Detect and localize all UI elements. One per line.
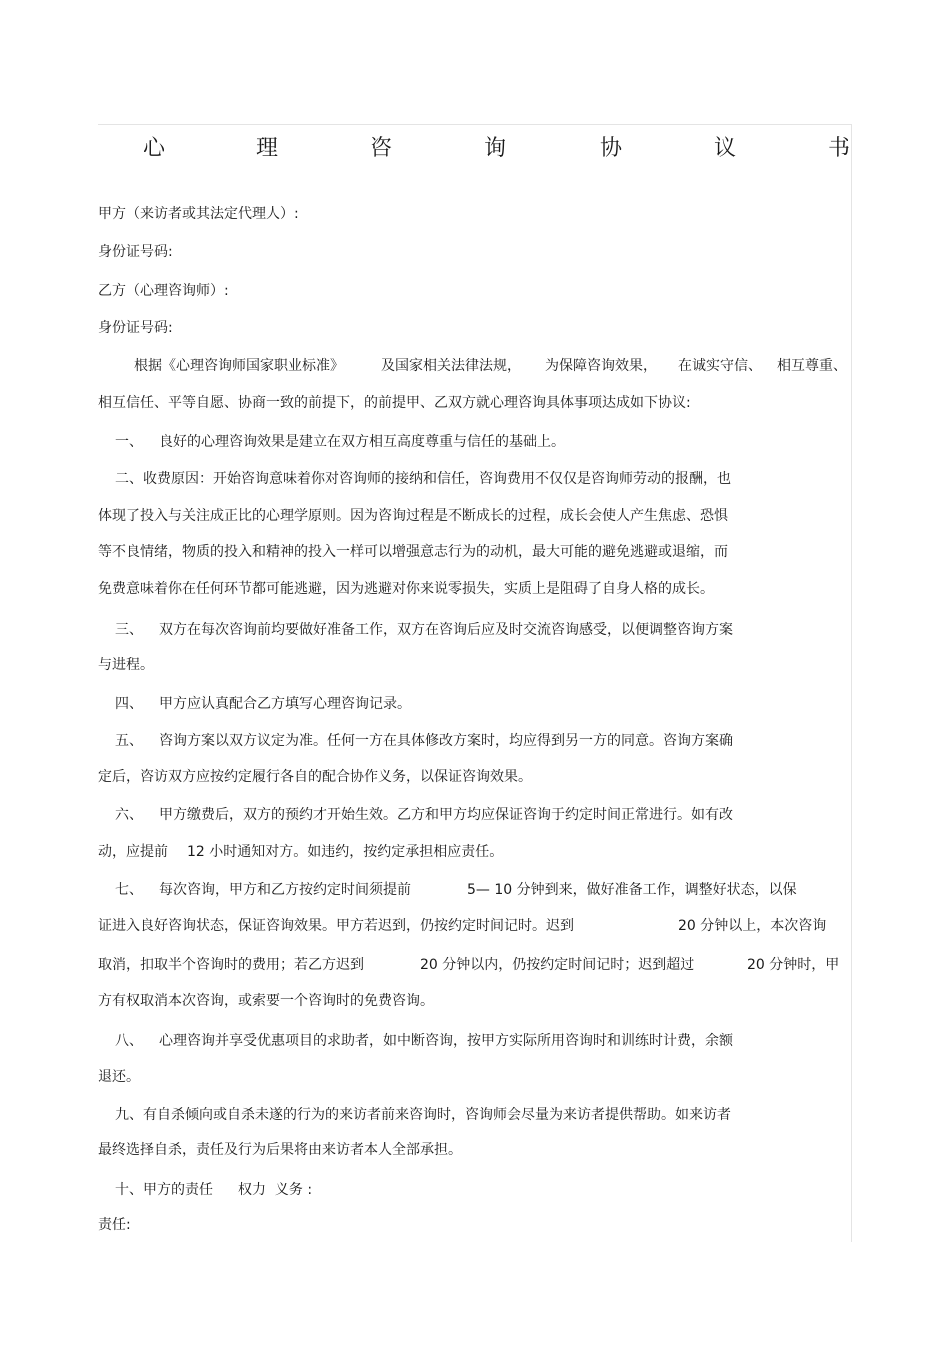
clause-text: 甲方缴费后，双方的预约才开始生效。乙方和甲方均应保证咨询于约定时间正常进行。如有改 — [159, 807, 733, 823]
clause-number: 四、 — [115, 696, 143, 712]
clause-text: 取消，扣取半个咨询时的费用；若乙方迟到 — [98, 957, 364, 973]
clause-number: 五、 — [115, 733, 143, 749]
intro-segment: 及国家相关法律法规， — [381, 358, 521, 374]
clause-text: 证进入良好咨询状态，保证咨询效果。甲方若迟到，仍按约定时间记时。迟到 — [98, 918, 574, 934]
party-b-line: 乙方（心理咨询师）: — [98, 283, 229, 299]
clause-text: 退还。 — [98, 1069, 140, 1085]
clause-text: 免费意味着你在任何环节都可能逃避，因为逃避对你来说零损失，实质上是阻碍了自身人格的成长。 — [98, 581, 714, 597]
party-a-id-line: 身份证号码: — [98, 244, 173, 260]
title-char: 心 — [143, 136, 166, 161]
clause-text: 方有权取消本次咨询，或索要一个咨询时的免费咨询。 — [98, 993, 434, 1009]
title-char: 咨 — [370, 136, 393, 161]
clause-text: 十、甲方的责任 — [115, 1182, 213, 1198]
clause-text: 权力 义务 : — [238, 1182, 313, 1198]
clause-text: 双方在每次咨询前均要做好准备工作，双方在咨询后应及时交流咨询感受，以便调整咨询方案 — [159, 622, 733, 638]
responsibility-label: 责任: — [98, 1217, 131, 1233]
title-char: 询 — [484, 136, 507, 161]
clause-text: 与进程。 — [98, 657, 154, 673]
party-a-line: 甲方（来访者或其法定代理人）: — [98, 206, 299, 222]
clause-text: 体现了投入与关注成正比的心理学原则。因为咨询过程是不断成长的过程，成长会使人产生焦虑、恐惧 — [98, 508, 728, 524]
top-border-line — [98, 124, 852, 125]
title-char: 理 — [256, 136, 279, 161]
clause-text: 20 分钟时，甲 — [747, 957, 840, 973]
intro-segment: 在诚实守信、 — [678, 358, 762, 374]
clause-number: 三、 — [115, 622, 143, 638]
clause-number: 七、 — [115, 882, 143, 898]
clause-number: 六、 — [115, 807, 143, 823]
clause-text: 心理咨询并享受优惠项目的求助者，如中断咨询，按甲方实际所用咨询时和训练时计费，余额 — [159, 1033, 733, 1049]
title-char: 协 — [600, 136, 623, 161]
clause-text: 咨询方案以双方议定为准。任何一方在具体修改方案时，均应得到另一方的同意。咨询方案确 — [159, 733, 733, 749]
clause-text: 20 分钟以上，本次咨询 — [678, 918, 827, 934]
clause-text: 12 小时通知对方。如违约，按约定承担相应责任。 — [187, 844, 504, 860]
title-char: 议 — [714, 136, 737, 161]
clause-number: 一、 — [115, 434, 143, 450]
clause-text: 动，应提前 — [98, 844, 168, 860]
clause-text: 二、收费原因：开始咨询意味着你对咨询师的接纳和信任，咨询费用不仅仅是咨询师劳动的报酬，也 — [115, 471, 731, 487]
clause-text: 20 分钟以内，仍按约定时间记时；迟到超过 — [420, 957, 695, 973]
intro-segment: 为保障咨询效果， — [545, 358, 657, 374]
intro-line: 相互信任、平等自愿、协商一致的前提下，的前提甲、乙双方就心理咨询具体事项达成如下协议: — [98, 395, 691, 411]
clause-text: 每次咨询，甲方和乙方按约定时间须提前 — [159, 882, 411, 898]
right-border-line — [851, 124, 852, 1242]
clause-text: 最终选择自杀，责任及行为后果将由来访者本人全部承担。 — [98, 1142, 462, 1158]
title-char: 书 — [828, 136, 851, 161]
clause-text: 定后，咨访双方应按约定履行各自的配合协作义务，以保证咨询效果。 — [98, 769, 532, 785]
intro-segment: 相互尊重、 — [777, 358, 847, 374]
clause-number: 八、 — [115, 1033, 143, 1049]
clause-text: 等不良情绪，物质的投入和精神的投入一样可以增强意志行为的动机，最大可能的避免逃避或退缩，而 — [98, 544, 728, 560]
clause-text: 良好的心理咨询效果是建立在双方相互高度尊重与信任的基础上。 — [159, 434, 565, 450]
clause-text: 5— 10 分钟到来，做好准备工作，调整好状态，以保 — [467, 882, 797, 898]
party-b-id-line: 身份证号码: — [98, 320, 173, 336]
clause-text: 九、有自杀倾向或自杀未遂的行为的来访者前来咨询时，咨询师会尽量为来访者提供帮助。如来访者 — [115, 1107, 731, 1123]
intro-segment: 根据《心理咨询师国家职业标准》 — [134, 358, 344, 374]
clause-text: 甲方应认真配合乙方填写心理咨询记录。 — [159, 696, 411, 712]
